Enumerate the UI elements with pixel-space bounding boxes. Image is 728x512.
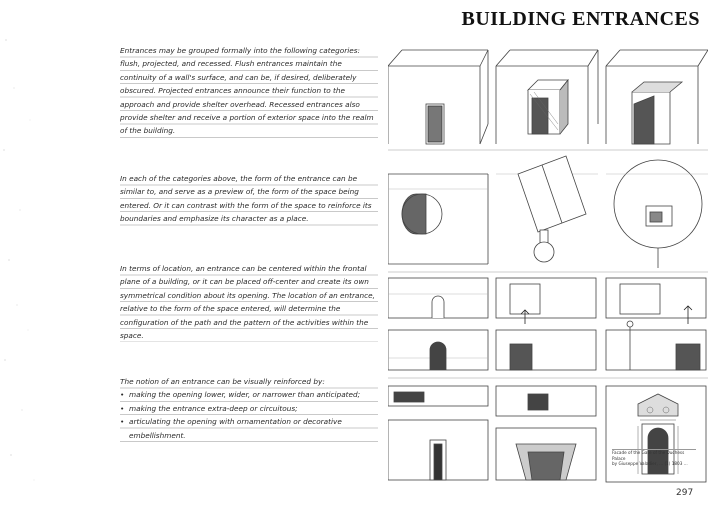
sketch-plan-circle-contrast <box>606 160 708 268</box>
entrance-sketches <box>388 44 708 484</box>
sketch-ornamented-opening <box>606 386 706 482</box>
paragraph-location <box>120 262 378 342</box>
sketch-location-corner <box>606 278 706 370</box>
page-number: 297 <box>676 488 694 498</box>
paragraph-text: In each of the categories above, the form of the entrance can be similar to, and serve as a preview of, the form of the space being entered. Or it can contrast with the form of the space to reinforce its boundaries and emphasize its character as a place. <box>120 174 372 224</box>
sketch-plan-circle <box>388 174 488 264</box>
paragraph-text: Entrances may be grouped formally into the following categories: flush, projected, and recessed. Flush entrances maintain the continuity of a wall's surface, and can be, if desired, deliberately obscured. Projected entrances announce their function to the approach and provide shelter overhead. Recessed entrances also provide shelter and receive a portion of exterior space into the realm of the building. <box>120 46 374 136</box>
scan-speckle <box>0 0 112 512</box>
caption-line: Facade of the Gate of the Duchess Palace <box>612 450 685 461</box>
sketch-lower-opening <box>388 386 488 480</box>
paragraph-form <box>120 172 378 226</box>
sketch-location-centered <box>388 278 488 370</box>
list-item: • articulating the opening with ornamentation or decorative embellishment. <box>120 415 378 442</box>
sketch-caption <box>612 449 696 467</box>
reinforcement-list <box>120 375 378 442</box>
sketch-location-offcenter <box>496 278 596 370</box>
paragraph-text: In terms of location, an entrance can be centered within the frontal plane of a building, or it can be placed off-center and create its own symmetrical condition about its opening. The location of an entrance, relative to the form of the space entered, will determine the configuration of the path and the pattern of the activities within the space. <box>120 264 375 341</box>
sketch-projected-entrance <box>496 50 598 144</box>
caption-line: by Giuseppe Valadier, ... (1) 1803 ... <box>612 461 688 467</box>
sketch-recessed-entrance <box>606 50 708 144</box>
list-intro: The notion of an entrance can be visually reinforced by: <box>120 377 325 386</box>
list-item: • making the opening lower, wider, or narrower than anticipated; <box>120 388 378 401</box>
sketch-deep-opening <box>496 386 596 480</box>
bullet-list <box>120 388 378 442</box>
sketch-plan-square <box>496 156 598 262</box>
page-title: BUILDING ENTRANCES <box>461 8 700 30</box>
sketch-flush-entrance <box>388 50 488 144</box>
list-item: • making the entrance extra-deep or circuitous; <box>120 402 378 415</box>
paragraph-categories <box>120 44 378 138</box>
